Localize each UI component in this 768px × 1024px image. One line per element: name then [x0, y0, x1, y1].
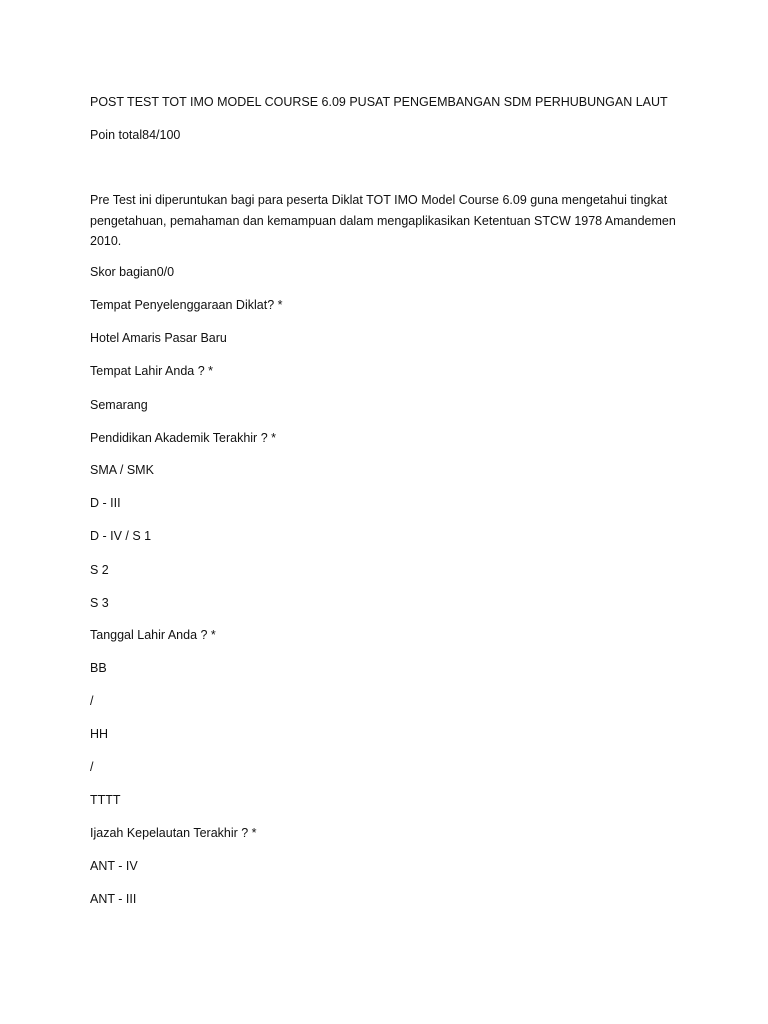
- question-certificate: Ijazah Kepelautan Terakhir ? *: [90, 826, 257, 840]
- birthdate-part-month: BB: [90, 661, 107, 675]
- section-score: Skor bagian0/0: [90, 265, 175, 279]
- birthdate-separator: /: [90, 760, 94, 774]
- education-option: S 2: [90, 563, 109, 577]
- total-points: Poin total84/100: [90, 128, 181, 142]
- birthdate-part-day: HH: [90, 727, 109, 741]
- education-option: S 3: [90, 596, 109, 610]
- answer-birthplace: Semarang: [90, 398, 148, 412]
- question-birthdate: Tanggal Lahir Anda ? *: [90, 628, 216, 642]
- certificate-option: ANT - III: [90, 892, 137, 906]
- document-title: POST TEST TOT IMO MODEL COURSE 6.09 PUSAT PENGEMBANGAN SDM PERHUBUNGAN LAUT: [90, 95, 668, 109]
- intro-line: pengetahuan, pemahaman dan kemampuan dalam mengaplikasikan Ketentuan STCW 1978 Amandemen: [90, 213, 676, 228]
- question-education: Pendidikan Akademik Terakhir ? *: [90, 431, 276, 445]
- question-birthplace: Tempat Lahir Anda ? *: [90, 364, 213, 378]
- answer-venue: Hotel Amaris Pasar Baru: [90, 331, 227, 345]
- education-option: D - III: [90, 496, 121, 510]
- intro-line: 2010.: [90, 234, 122, 248]
- intro-line: Pre Test ini diperuntukan bagi para peserta Diklat TOT IMO Model Course 6.09 guna mengetahui tingkat: [90, 193, 668, 207]
- education-option: D - IV / S 1: [90, 529, 152, 543]
- education-option: SMA / SMK: [90, 463, 154, 477]
- certificate-option: ANT - IV: [90, 859, 138, 873]
- birthdate-separator: /: [90, 694, 94, 708]
- question-venue: Tempat Penyelenggaraan Diklat? *: [90, 298, 283, 312]
- birthdate-part-year: TTTT: [90, 793, 121, 807]
- intro-paragraph: [90, 190, 690, 252]
